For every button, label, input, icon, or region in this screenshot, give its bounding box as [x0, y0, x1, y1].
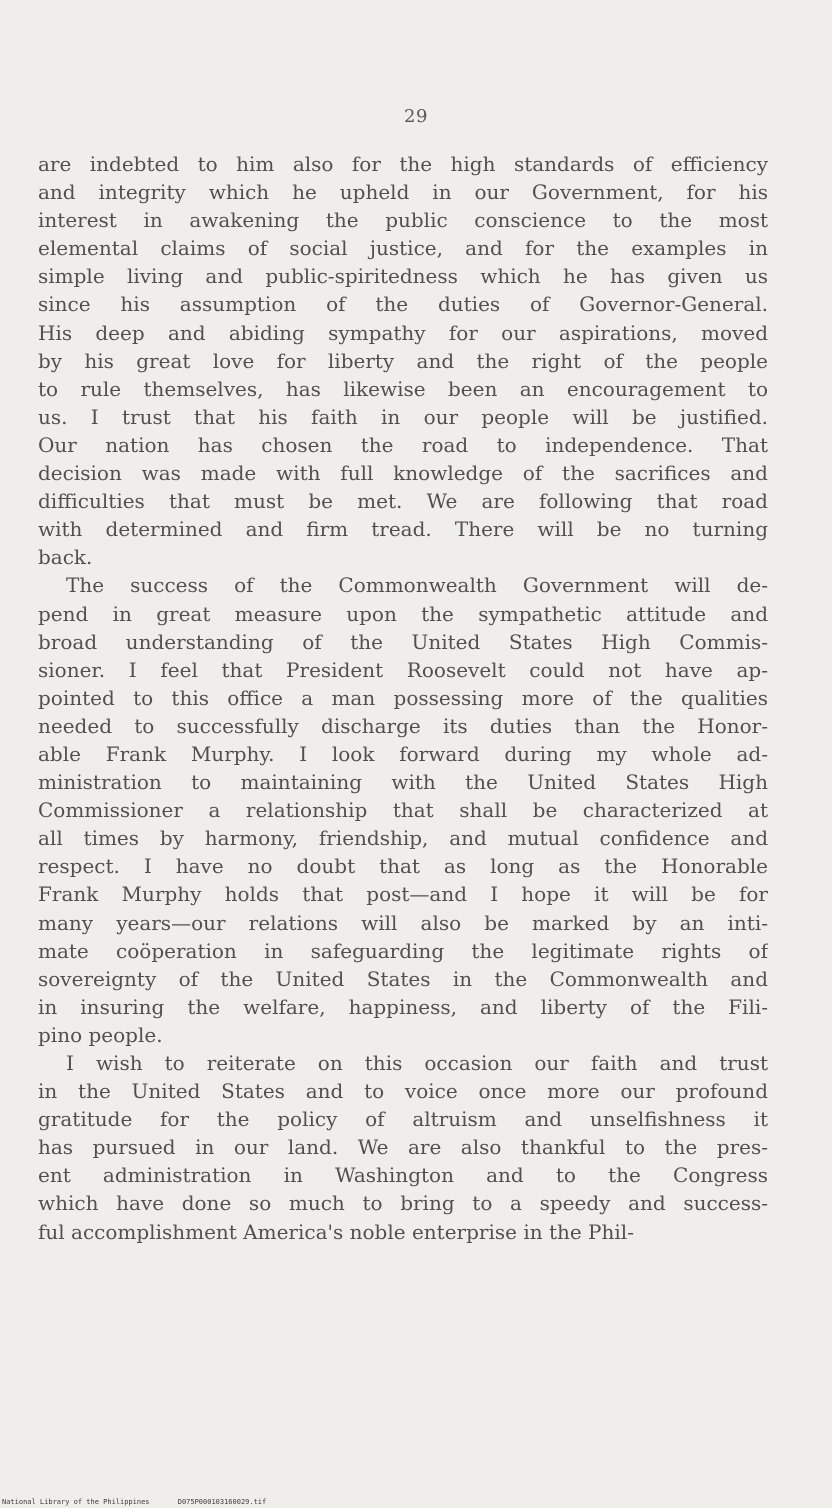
- text-line: ent administration in Washington and to the Congress: [38, 1163, 768, 1188]
- text-line: able Frank Murphy. I look forward during my whole ad-: [38, 741, 768, 766]
- text-line: back.: [38, 545, 93, 570]
- text-line: to rule themselves, has likewise been an encouragement to: [38, 376, 768, 401]
- text-line: Commissioner a relationship that shall be characterized at: [38, 798, 768, 823]
- text-line: simple living and public-spiritedness which he has given us: [38, 264, 768, 289]
- text-line: gratitude for the policy of altruism and unselfishness it: [38, 1107, 768, 1132]
- text-line: many years—our relations will also be marked by an inti-: [38, 910, 768, 935]
- text-line: Our nation has chosen the road to independence. That: [38, 432, 768, 457]
- text-line: Frank Murphy holds that post—and I hope it will be for: [38, 882, 768, 907]
- footer-file-id: D075P000103160029.tif: [177, 1498, 267, 1506]
- text-line: all times by harmony, friendship, and mutual confidence and: [38, 826, 768, 851]
- text-line: respect. I have no doubt that as long as the Honorable: [38, 854, 768, 879]
- text-line: decision was made with full knowledge of the sacrifices and: [38, 461, 768, 486]
- scan-footer: [2, 1498, 266, 1506]
- paragraph: [38, 1049, 768, 1246]
- text-line: since his assumption of the duties of Governor-General.: [38, 292, 768, 317]
- text-line: I wish to reiterate on this occasion our faith and trust: [66, 1051, 768, 1075]
- text-line: and integrity which he upheld in our Government, for his: [38, 180, 768, 205]
- text-line: elemental claims of social justice, and for the examples in: [38, 236, 768, 261]
- text-line: His deep and abiding sympathy for our aspirations, moved: [38, 320, 768, 345]
- paragraph: [38, 571, 768, 1049]
- text-line: mate coöperation in safeguarding the legitimate rights of: [38, 938, 768, 963]
- text-line: by his great love for liberty and the right of the people: [38, 348, 768, 373]
- page-body: [38, 150, 768, 1246]
- text-line: are indebted to him also for the high standards of efficiency: [38, 152, 768, 176]
- footer-library-name: National Library of the Philippines: [2, 1498, 150, 1506]
- text-line: us. I trust that his faith in our people will be justified.: [38, 404, 768, 429]
- text-line: difficulties that must be met. We are following that road: [38, 489, 768, 514]
- text-line: with determined and firm tread. There will be no turning: [38, 517, 768, 542]
- text-line: sovereignty of the United States in the Commonwealth and: [38, 966, 768, 991]
- text-line: ful accomplishment America's noble enterprise in the Phil-: [38, 1219, 634, 1244]
- text-line: has pursued in our land. We are also thankful to the pres-: [38, 1135, 768, 1160]
- text-line: which have done so much to bring to a speedy and success-: [38, 1191, 768, 1216]
- text-line: interest in awakening the public conscience to the most: [38, 208, 768, 233]
- text-line: needed to successfully discharge its duties than the Honor-: [38, 713, 768, 738]
- text-line: in insuring the welfare, happiness, and liberty of the Fili-: [38, 994, 768, 1019]
- text-line: ministration to maintaining with the United States High: [38, 770, 768, 795]
- text-line: pend in great measure upon the sympathetic attitude and: [38, 601, 768, 626]
- text-line: in the United States and to voice once more our profound: [38, 1079, 768, 1104]
- paragraph: [38, 150, 768, 571]
- text-line: sioner. I feel that President Roosevelt could not have ap-: [38, 657, 768, 682]
- text-line: pino people.: [38, 1022, 163, 1047]
- text-line: pointed to this office a man possessing more of the qualities: [38, 685, 768, 710]
- page-number: 29: [404, 106, 428, 127]
- text-line: The success of the Commonwealth Government will de-: [66, 573, 768, 598]
- text-line: broad understanding of the United States High Commis-: [38, 629, 768, 654]
